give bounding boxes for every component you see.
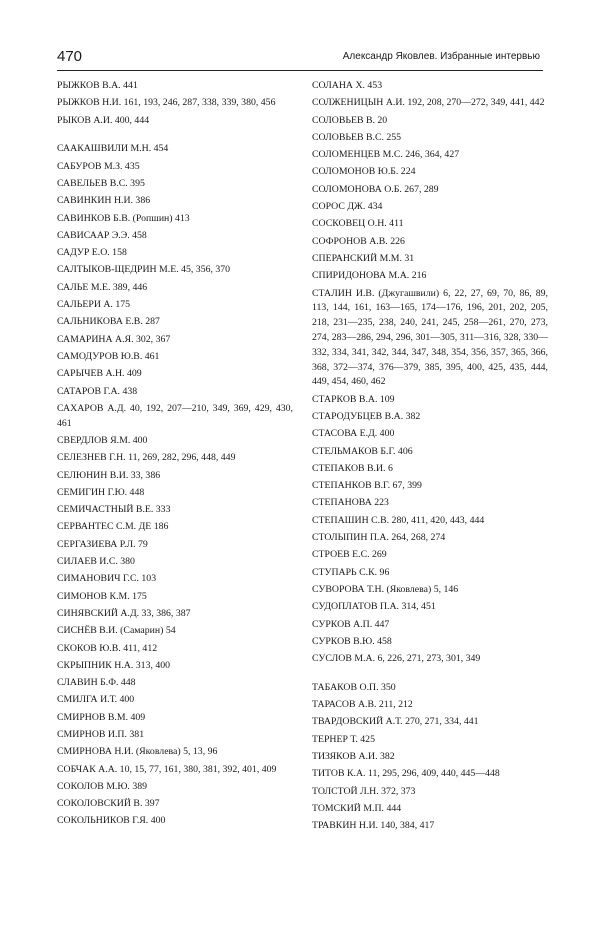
index-entry: СОБЧАК А.А. 10, 15, 77, 161, 380, 381, 392, 401, 409 — [57, 763, 277, 775]
index-entry: САБУРОВ М.З. 435 — [57, 160, 140, 172]
index-entry: СЕЛЮНИН В.И. 33, 386 — [57, 469, 161, 481]
index-entry: САМОДУРОВ Ю.В. 461 — [57, 350, 160, 362]
index-entry: САВИНКИН Н.И. 386 — [57, 195, 151, 207]
index-entry: СУДОПЛАТОВ П.А. 314, 451 — [312, 601, 436, 613]
index-entry: СОКОЛОВ М.Ю. 389 — [57, 780, 148, 792]
index-entry: ТРАВКИН Н.И. 140, 384, 417 — [312, 820, 435, 832]
index-entry: СОЛОМОНОВ Ю.Б. 224 — [312, 166, 416, 178]
running-title: Александр Яковлев. Избранные интервью — [342, 51, 540, 62]
index-entry: СПЕРАНСКИЙ М.М. 31 — [312, 252, 415, 264]
index-entry: СИСНЁВ В.И. (Самарин) 54 — [57, 625, 176, 637]
index-entry: СТЕПАНОВА 223 — [312, 497, 389, 509]
index-entry: ТОЛСТОЙ Л.Н. 372, 373 — [312, 785, 416, 797]
index-entry: САЛЬЕРИ А. 175 — [57, 299, 131, 311]
index-entry: СТЕЛЬМАКОВ Б.Г. 406 — [312, 445, 413, 457]
index-entry: РЫЖКОВ В.А. 441 — [57, 80, 138, 91]
index-entry: СУРКОВ А.П. 447 — [312, 618, 390, 630]
index-entry: СИМАНОВИЧ Г.С. 103 — [57, 573, 157, 585]
index-entry: ТАРАСОВ А.В. 211, 212 — [312, 699, 413, 711]
index-entry: СЕМИЧАСТНЫЙ В.Е. 333 — [57, 504, 171, 516]
index-entry: СТУПАРЬ С.К. 96 — [312, 566, 390, 578]
index-entry: СВЕРДЛОВ Я.М. 400 — [57, 434, 148, 446]
index-entry: САВИНКОВ Б.В. (Ропшин) 413 — [57, 212, 190, 224]
index-entry: СЕРГАЗИЕВА Р.Л. 79 — [57, 538, 148, 550]
index-entry: РЫКОВ А.И. 400, 444 — [57, 114, 150, 126]
index-entry: СОРОС ДЖ. 434 — [312, 201, 383, 213]
index-entry: СУРКОВ В.Ю. 458 — [312, 635, 392, 647]
index-entry: ТИЗЯКОВ А.И. 382 — [312, 751, 395, 763]
index-entry: СТОЛЫПИН П.А. 264, 268, 274 — [312, 532, 446, 544]
index-entry: СТЕПАШИН С.В. 280, 411, 420, 443, 444 — [312, 514, 485, 526]
index-entry: СЕРВАНТЕС С.М. ДЕ 186 — [57, 521, 169, 533]
index-entry: СПИРИДОНОВА М.А. 216 — [312, 270, 427, 282]
index-entry: СОЛОВЬЕВ В.С. 255 — [312, 131, 402, 143]
index-entry: ТИТОВ К.А. 11, 295, 296, 409, 440, 445—448 — [312, 768, 500, 780]
index-entry: СОКОЛЬНИКОВ Г.Я. 400 — [57, 815, 166, 827]
index-entry: САЛЬЕ М.Е. 389, 446 — [57, 281, 148, 293]
index-entry: СТЕПАКОВ В.И. 6 — [312, 462, 393, 474]
index-entry: СУВОРОВА Т.Н. (Яковлева) 5, 146 — [312, 583, 459, 595]
index-entry: СКРЫПНИК Н.А. 313, 400 — [57, 659, 171, 671]
page-header — [57, 46, 543, 71]
index-entry: САДУР Е.О. 158 — [57, 247, 127, 259]
index-entry: САЛЬНИКОВА Е.В. 287 — [57, 316, 160, 328]
index-entry: САВЕЛЬЕВ В.С. 395 — [57, 177, 145, 189]
index-entry: СОЛОМОНОВА О.Б. 267, 289 — [312, 183, 439, 195]
index-entry: ТЕРНЕР Т. 425 — [312, 733, 375, 745]
index-entry: САТАРОВ Г.А. 438 — [57, 385, 138, 397]
index-entry: СОЛОВЬЕВ В. 20 — [312, 114, 388, 126]
index-column-right — [312, 79, 548, 837]
index-entry: СКОКОВ Ю.В. 411, 412 — [57, 642, 158, 654]
index-entry: СОЛОМЕНЦЕВ М.С. 246, 364, 427 — [312, 149, 460, 161]
index-entry: СМИРНОВ И.П. 381 — [57, 728, 145, 740]
index-entry: СААКАШВИЛИ М.Н. 454 — [57, 143, 169, 155]
index-entry: СУСЛОВ М.А. 6, 226, 271, 273, 301, 349 — [312, 653, 481, 665]
index-entry: СОСКОВЕЦ О.Н. 411 — [312, 218, 404, 230]
index-entry: СОКОЛОВСКИЙ В. 397 — [57, 798, 160, 810]
index-entry: ТВАРДОВСКИЙ А.Т. 270, 271, 334, 441 — [312, 716, 479, 728]
index-entry: СЕМИГИН Г.Ю. 448 — [57, 486, 145, 498]
index-entry: СОЛЖЕНИЦЫН А.И. 192, 208, 270—272, 349, 441, 442 — [312, 97, 545, 109]
index-entry: СМИРНОВ В.М. 409 — [57, 711, 146, 723]
index-entry: СТАЛИН И.В. (Джугашвили) 6, 22, 27, 69, 70, 86, 89, 113, 144, 161, 163—165, 174—176, 196, 201, 202, 205, 218, 231—235, 238, 240, 241, 245, 258—261, 270, 273, 274, 283—286, 294, 296, 301—305, 311—316, 328, 330—332, 334, 341, 342, 344, 347, 348, 354, 356, 357, 365, 366, 368, 372—374, 376—379, 385, 395, 400, 425, 435, 444, 449, 454, 460, 462 — [312, 287, 548, 388]
index-entry: СТАРКОВ В.А. 109 — [312, 393, 395, 405]
index-entry: ТАБАКОВ О.П. 350 — [312, 681, 396, 693]
index-column-left — [57, 79, 293, 832]
index-entry: САРЫЧЕВ А.Н. 409 — [57, 368, 142, 380]
index-entry: ТОМСКИЙ М.П. 444 — [312, 802, 402, 814]
index-entry: СТАРОДУБЦЕВ В.А. 382 — [312, 410, 421, 422]
index-entry: САМАРИНА А.Я. 302, 367 — [57, 333, 171, 345]
index-entry: СОЛАНА Х. 453 — [312, 80, 383, 91]
index-entry: САХАРОВ А.Д. 40, 192, 207—210, 349, 369, 429, 430, 461 — [57, 402, 293, 429]
index-entry: СЕЛЕЗНЕВ Г.Н. 11, 269, 282, 296, 448, 449 — [57, 452, 236, 464]
index-entry: СЛАВИН Б.Ф. 448 — [57, 677, 136, 689]
index-entry: СИЛАЕВ И.С. 380 — [57, 556, 135, 568]
index-entry: СТРОЕВ Е.С. 269 — [312, 549, 387, 561]
index-entry: СМИЛГА И.Т. 400 — [57, 694, 135, 706]
index-entry: СТЕПАНКОВ В.Г. 67, 399 — [312, 480, 422, 492]
page-number: 470 — [57, 48, 83, 65]
index-entry: САЛТЫКОВ-ЩЕДРИН М.Е. 45, 356, 370 — [57, 264, 231, 276]
index-entry: РЫЖКОВ Н.И. 161, 193, 246, 287, 338, 339, 380, 456 — [57, 97, 276, 109]
index-entry: СТАСОВА Е.Д. 400 — [312, 428, 395, 440]
index-entry: СИМОНОВ К.М. 175 — [57, 590, 147, 602]
index-entry: САВИСААР Э.Э. 458 — [57, 229, 147, 241]
index-entry: СИНЯВСКИЙ А.Д. 33, 386, 387 — [57, 607, 191, 619]
index-entry: СОФРОНОВ А.В. 226 — [312, 235, 405, 247]
index-entry: СМИРНОВА Н.И. (Яковлева) 5, 13, 96 — [57, 746, 218, 758]
